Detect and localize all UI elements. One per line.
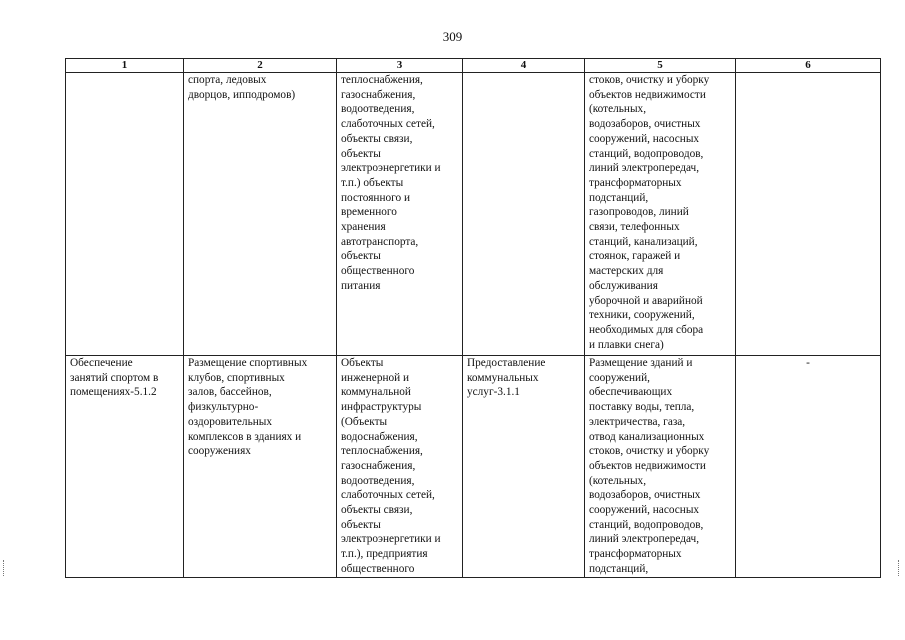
cell-text: - [806,357,810,369]
table-cell [463,73,585,356]
table-cell [337,73,463,356]
table-cell [66,356,184,578]
cell-text: Размещение зданий и сооружений, обеспечивающих поставку воды, тепла, электричества, газа, отвод канализационных стоков, очистку и уборку объектов недвижимости (котельных, водозаборов, очистных сооружений, насосных станций, водопроводов, линий электропередач, трансформаторных подстанций, [589,357,710,575]
column-header-1: 1 [66,59,184,73]
cell-text: Размещение спортивных клубов, спортивных залов, бассейнов, физкультурно- оздоровительных комплексов в зданиях и сооружениях [188,357,308,458]
cell-text: стоков, очистку и уборку объектов недвижимости (котельных, водозаборов, очистных сооружений, насосных станций, водопроводов, линий электропередач, трансформаторных подстанций, газопроводов, линий связи, телефонных станций, канализаций, стоянок, гаражей и мастерских для обслуживания уборочной и аварийной техники, сооружений, необходимых для сбора и плавки снега) [589,74,710,351]
cell-text: Предоставление коммунальных услуг-3.1.1 [467,357,546,399]
column-header-4: 4 [463,59,585,73]
column-header-6: 6 [736,59,881,73]
table-cell [337,356,463,578]
cell-text: теплоснабжения, газоснабжения, водоотведения, слаботочных сетей, объекты связи, объекты электроэнергетики и т.п.) объекты постоянного и временного хранения автотранспорта, объекты общественного питания [341,74,441,292]
table-cell [736,73,881,356]
table-cell [184,356,337,578]
table-cell [585,356,736,578]
table-row [66,73,881,356]
column-header-2: 2 [184,59,337,73]
land-use-table [65,58,881,578]
cell-text: спорта, ледовых дворцов, ипподромов) [188,74,296,101]
scan-edge-mark-right [898,560,902,576]
table-cell [463,356,585,578]
table-cell [585,73,736,356]
cell-text: Объекты инженерной и коммунальной инфраструктуры (Объекты водоснабжения, теплоснабжения, газоснабжения, водоотведения, слаботочных сетей, объекты связи, объекты электроэнергетики и т.п.), предприятия общественного [341,357,441,575]
table-row [66,356,881,578]
scan-edge-mark-left [3,560,7,576]
table-cell [184,73,337,356]
header-row [66,59,881,73]
page-number: 309 [442,29,463,44]
table-cell [736,356,881,578]
table-cell [66,73,184,356]
column-header-5: 5 [585,59,736,73]
column-header-3: 3 [337,59,463,73]
cell-text: Обеспечение занятий спортом в помещениях-5.1.2 [70,357,159,399]
